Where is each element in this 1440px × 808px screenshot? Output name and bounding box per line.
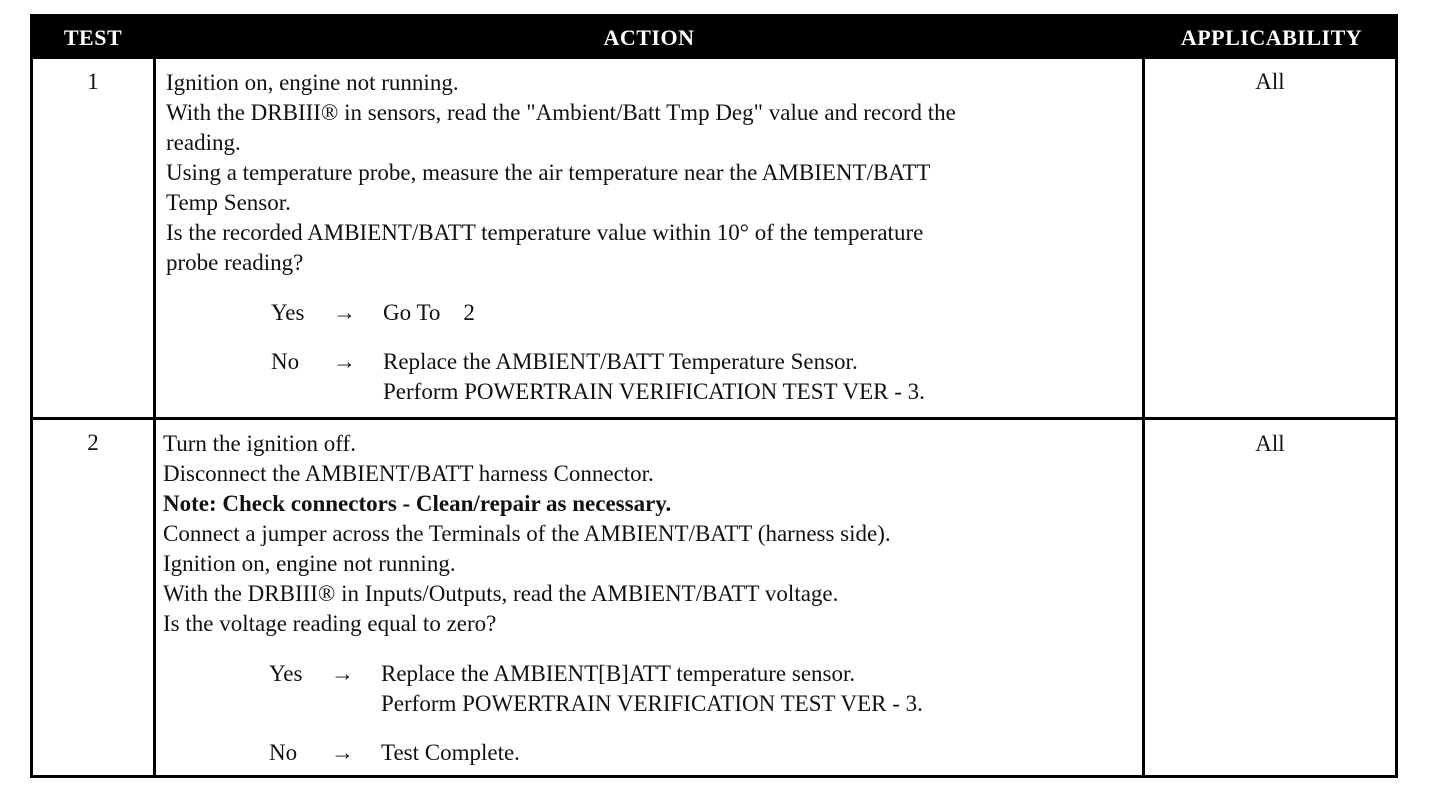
arrow-icon: → — [331, 740, 354, 765]
note-line: Note: Check connectors - Clean/repair as necessary. — [163, 491, 672, 516]
no-label: No — [269, 740, 298, 765]
header-action: ACTION — [603, 25, 695, 50]
column-divider — [153, 17, 156, 775]
table-header — [33, 17, 1395, 59]
no-outcome — [269, 738, 1069, 768]
outcome-text: Go To 2 — [383, 300, 475, 325]
no-label: No — [271, 349, 300, 374]
action-line: Ignition on, engine not running. — [166, 70, 459, 95]
action-line: Is the recorded AMBIENT/BATT temperature value within 10° of the temperature — [166, 220, 924, 245]
action-line: With the DRBIII® in Inputs/Outputs, read the AMBIENT/BATT voltage. — [163, 581, 839, 606]
action-line: reading. — [166, 130, 241, 155]
header-applicability: APPLICABILITY — [1180, 25, 1363, 50]
applicability-value: All — [1255, 431, 1285, 456]
outcome-text: Replace the AMBIENT[B]ATT temperature sensor. — [381, 661, 856, 686]
diagnostic-test-table — [30, 14, 1398, 778]
arrow-icon: → — [333, 300, 356, 325]
yes-label: Yes — [271, 300, 305, 325]
action-text — [166, 68, 1138, 278]
header-test: TEST — [63, 25, 123, 50]
yes-label: Yes — [269, 661, 303, 686]
yes-outcome — [271, 298, 1071, 328]
action-line: Temp Sensor. — [166, 190, 291, 215]
action-line: Turn the ignition off. — [163, 431, 356, 456]
action-text — [163, 429, 1138, 639]
action-line: Using a temperature probe, measure the air temperature near the AMBIENT/BATT — [166, 160, 931, 185]
yes-outcome — [269, 659, 1069, 719]
applicability-value: All — [1255, 69, 1285, 94]
outcome-text: Perform POWERTRAIN VERIFICATION TEST VER - 3. — [381, 691, 923, 716]
outcome-text: Perform POWERTRAIN VERIFICATION TEST VER - 3. — [383, 379, 925, 404]
no-outcome — [271, 347, 1071, 407]
arrow-icon: → — [333, 349, 356, 374]
action-line: Ignition on, engine not running. — [163, 551, 456, 576]
action-line: probe reading? — [166, 250, 304, 275]
action-line: Disconnect the AMBIENT/BATT harness Connector. — [163, 461, 654, 486]
arrow-icon: → — [331, 661, 354, 686]
row-divider — [33, 417, 1395, 420]
test-number: 1 — [87, 69, 99, 94]
column-divider — [1142, 17, 1145, 775]
action-line: With the DRBIII® in sensors, read the "Ambient/Batt Tmp Deg" value and record the — [166, 100, 956, 125]
action-line: Connect a jumper across the Terminals of the AMBIENT/BATT (harness side). — [163, 521, 891, 546]
outcome-text: Test Complete. — [381, 740, 520, 765]
action-line: Is the voltage reading equal to zero? — [163, 611, 497, 636]
outcome-text: Replace the AMBIENT/BATT Temperature Sensor. — [383, 349, 858, 374]
test-number: 2 — [87, 430, 99, 455]
